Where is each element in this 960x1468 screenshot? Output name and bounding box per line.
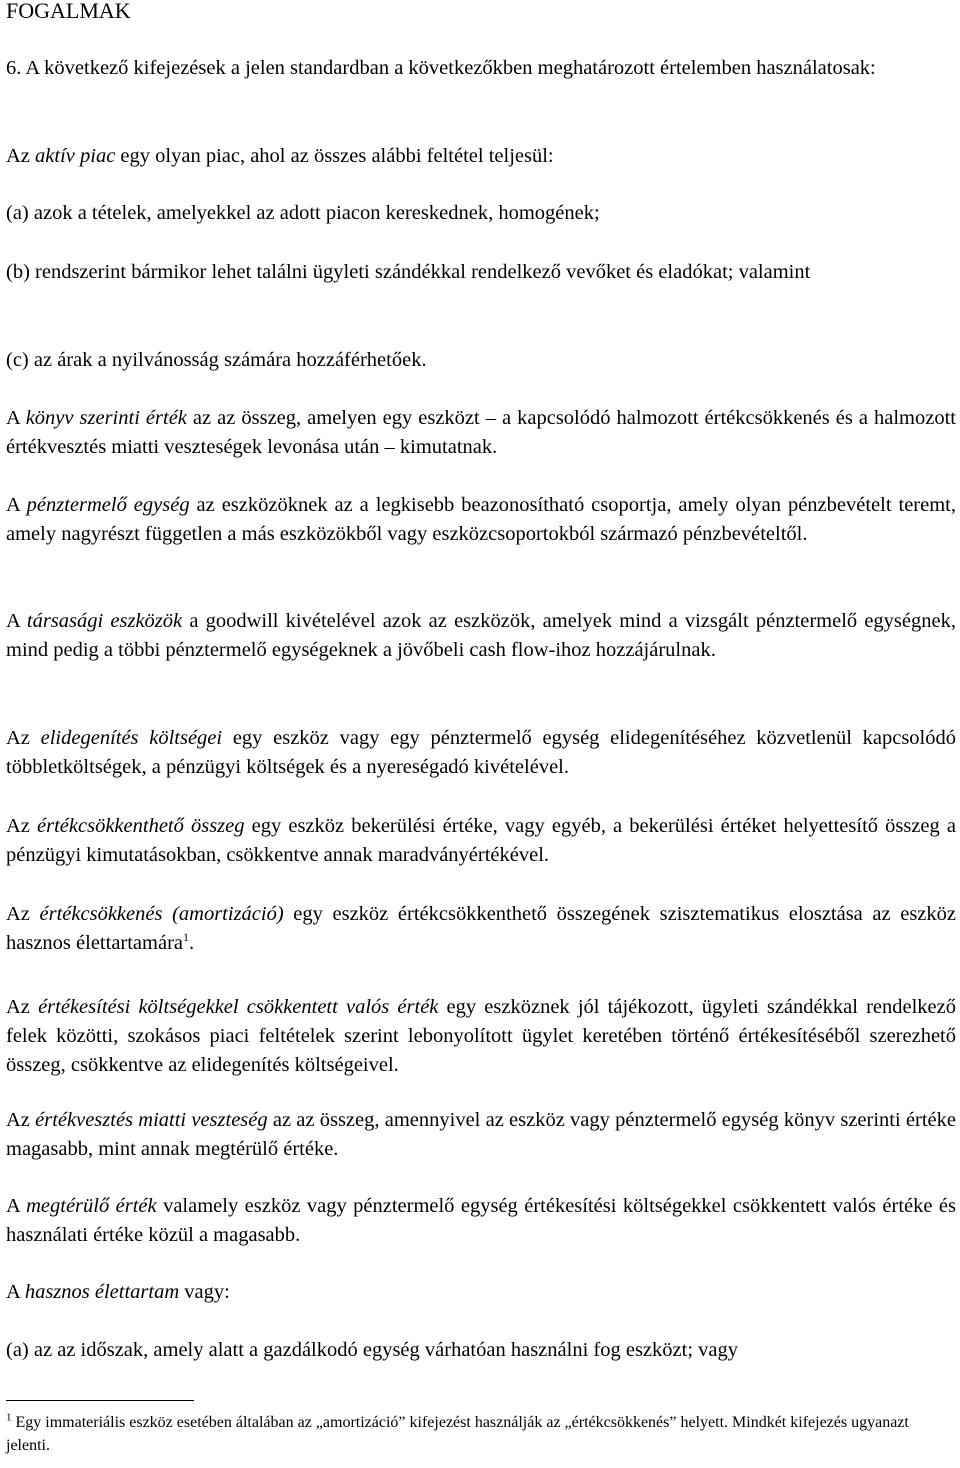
text: az az összeg, amelyen egy eszközt – a kapcsolódó halmozott értékcsökkenés és a halmozott értékvesztés miatti veszteségek levonása után – kimutatnak. [6,407,956,458]
footnote-separator [6,1400,194,1401]
paragraph-costs-of-disposal [6,724,956,782]
text: Az [6,903,40,925]
footnote-text: Egy immateriális eszköz esetében általában az „amortizáció” kifejezést használják az „értékcsökkenés” helyett. Mindkét kifejezés ugyanazt jelenti. [6,1414,909,1454]
paragraph-intro: 6. A következő kifejezések a jelen standardban a következőkben meghatározott értelemben használatosak: [6,57,876,79]
footnote-reference[interactable]: 1 [183,930,190,945]
defined-term: értékcsökkenthető összeg [37,815,245,837]
paragraph-active-market [6,142,956,171]
list-item-c: (c) az árak a nyilvánosság számára hozzáférhetőek. [6,349,427,371]
text: egy olyan piac, ahol az összes alábbi feltétel teljesül: [115,145,554,167]
text: Az [6,727,41,749]
defined-term: értékesítési költségekkel csökkentett valós érték [38,996,439,1018]
text: a goodwill kivételével azok az eszközök, amelyek mind a vizsgált pénztermelő egységnek, mind pedig a többi pénztermelő egységeknek a jövőbeli cash flow-ihoz hozzájárulnak. [6,610,956,661]
defined-term: pénztermelő egység [26,494,190,516]
defined-term: hasznos élettartam [24,1281,180,1303]
text: az eszközöknek az a legkisebb beazonosítható csoportja, amely olyan pénzbevételt teremt, amely nagyrészt független a más eszközökből vagy eszközcsoportokból származó pénzbevételtől. [6,494,956,545]
text: valamely eszköz vagy pénztermelő egység értékesítési költségekkel csökkentett valós értéke és használati értéke közül a magasabb. [6,1195,956,1246]
text: Az [6,996,39,1018]
text: egy eszköznek jól tájékozott, ügyleti szándékkal rendelkező felek közötti, szokásos piaci feltételek szerint lebonyolított ügylet keretében történő értékesítéséből szerezhető összeg, csökkentve az elidegenítés költségeivel. [6,996,957,1076]
paragraph-carrying-amount [6,404,956,462]
text: A [6,407,26,429]
footnote [6,1411,956,1457]
defined-term: könyv szerinti érték [25,407,187,429]
defined-term: elidegenítés költségei [40,727,223,749]
text: A [6,610,27,632]
footnote-number: 1 [6,1411,12,1424]
text: A [6,1195,27,1217]
text: vagy: [179,1281,230,1303]
text: Az [6,1109,36,1131]
text: egy eszköz vagy egy pénztermelő egység elidegenítéséhez közvetlenül kapcsolódó többletköltségek, a pénzügyi költségek és a nyereségadó kivételével. [6,727,957,778]
section-heading: FOGALMAK [6,0,131,23]
paragraph-corporate-assets [6,607,956,665]
text: . [189,932,195,954]
defined-term: társasági eszközök [26,610,183,632]
paragraph-impairment-loss [6,1106,956,1164]
text: A [6,494,27,516]
defined-term: aktív piac [35,145,116,167]
list-item-useful-life-a: (a) az az időszak, amely alatt a gazdálkodó egység várhatóan használni fog eszközt; vagy [6,1339,738,1361]
text: Az [6,145,36,167]
list-item-a: (a) azok a tételek, amelyekkel az adott piacon kereskednek, homogének; [6,202,600,224]
text: az az összeg, amennyivel az eszköz vagy pénztermelő egység könyv szerinti értéke magasabb, mint annak megtérülő értéke. [6,1109,956,1160]
text: egy eszköz értékcsökkenthető összegének szisztematikus elosztása az eszköz hasznos élettartamára [6,903,956,954]
paragraph-recoverable-amount [6,1192,956,1250]
text: egy eszköz bekerülési értéke, vagy egyéb, a bekerülési értéket helyettesítő összeg a pénzügyi kimutatásokban, csökkentve annak maradványértékével. [6,815,956,866]
paragraph-depreciation [6,900,956,958]
paragraph-fair-value-less-costs [6,993,956,1080]
defined-term: értékvesztés miatti veszteség [35,1109,268,1131]
paragraph-useful-life [6,1278,956,1307]
defined-term: értékcsökkenés (amortizáció) [39,903,284,925]
defined-term: megtérülő érték [26,1195,157,1217]
text: A [6,1281,25,1303]
list-item-b: (b) rendszerint bármikor lehet találni ügyleti szándékkal rendelkező vevőket és eladókat; valamint [6,261,811,283]
paragraph-cash-generating-unit [6,491,956,549]
text: Az [6,815,38,837]
paragraph-depreciable-amount [6,812,956,870]
